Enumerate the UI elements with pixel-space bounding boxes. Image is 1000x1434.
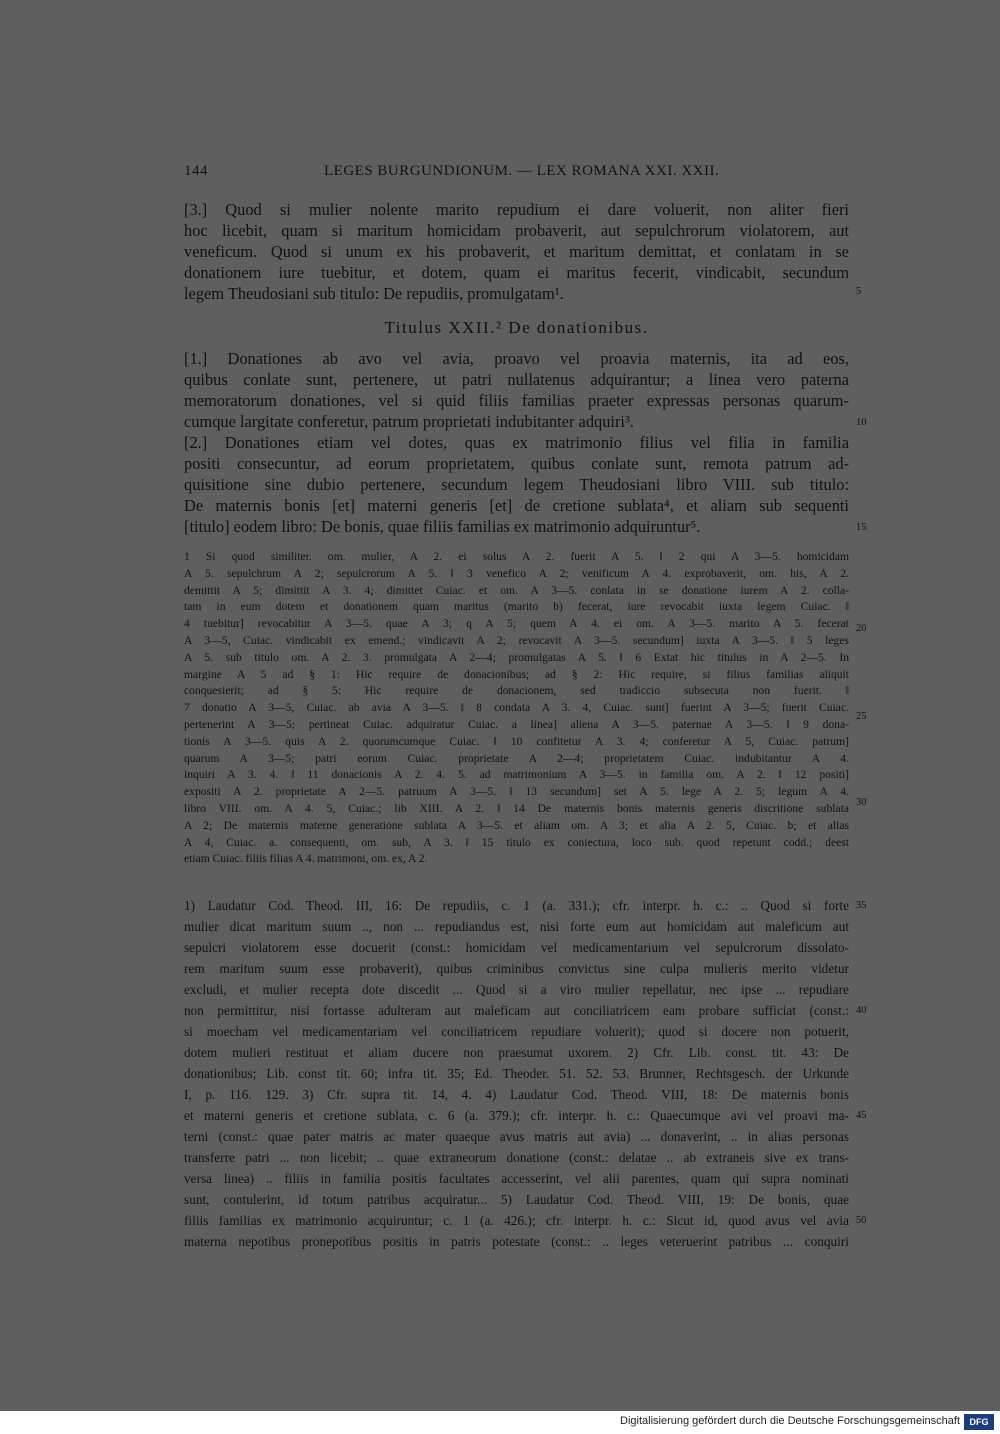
text-line: donationem iure tuebitur, et dotem, quam ei maritus fecerit, vindicabit, secundum [184,263,849,282]
page-number: 144 [184,163,208,179]
footnote-line: sunt, contulerint, id totum patribus acquiratur... 5) Laudatur Cod. Theod. VIII, 19: De bonis, quae [184,1192,849,1207]
line-number: 20 [856,623,867,634]
line-number: 50 [856,1215,867,1226]
footnote-line: et materni generis et cretione sublata, c. 6 (a. 379.); cfr. interpr. h. c.: Quaecumque avi vel proavi ma- [184,1108,849,1123]
apparatus-line: pertenerint A 3—5; pertineat Cuiac. adquiratur Cuiac. a linea] aliena A 3—5. paternae A 3—5. ‖ 9 dona- [184,717,849,731]
text-line: cumque largitate conferetur, patrum proprietati indubitanter adquiri³. [184,412,634,431]
line-number: 5 [856,286,862,297]
apparatus-line: etiam Cuiac. filiis filias A 4. matrimoni, om. ex, A 2. [184,852,428,866]
footnote-line: mulier dicat maritum suum .., non ... repudiandus est, nisi forte eum aut homicidam aut maleficum aut [184,919,849,934]
footnote-line: versa linea) .. filiis in familia positis facultates accesserint, vel alii parentes, quam qui supra nominati [184,1171,849,1186]
line-number: 30 [856,797,867,808]
text-line: positi consecuntur, ad eorum proprietatem, quibus conlate sunt, remota patrum ad- [184,454,849,473]
text-line: [titulo] eodem libro: De bonis, quae filiis familias ex matrimonio adquiruntur⁵. [184,517,701,536]
footnote-line: excludi, et mulier recepta dote discedit ... Quod si a viro mulier repellatur, nec ipse ... repudiare [184,982,849,997]
section-3-paragraph [184,199,849,304]
footer-bar [0,1411,1000,1434]
apparatus-line: 1 Si quod similiter. om. mulier, A 2. ei solus A 2. fuerit A 5. ‖ 2 qui A 3—5. homicidam [184,550,849,563]
footnote-line: non permittitur, nisi fortasse adulteram aut maleficam aut conciliatricem eam probare sufficiat (const.: [184,1003,849,1018]
text-line: [2.] Donationes etiam vel dotes, quas ex matrimonio filius vel filia in familia [184,433,849,452]
footnote-line: I, p. 116. 129. 3) Cfr. supra tit. 14, 4. 4) Laudatur Cod. Theod. VIII, 18: De maternis bonis [184,1087,849,1102]
dfg-logo: DFG [964,1414,994,1430]
apparatus-line: expositi A 2. proprietate A 2—5. patruum A 3—5. ‖ 13 secundum] set A 5. lege A 2. 5; legum A 4. [184,785,849,799]
apparatus-line: tam in eum dotem et donationem quam maritus (marito b) fecerat, iure revocabit iuxta legem Cuiac. ‖ [184,600,849,614]
text-line: quisitione sine dubio pertenere, secundum legem Theudosiani libro VIII. sub titulo: [184,475,849,494]
running-title: LEGES BURGUNDIONUM. — LEX ROMANA XXI. XXII. [324,163,720,179]
footnote-line: dotem mulieri restituat et aliam ducere non praesumat uxorem. 2) Cfr. Lib. const. tit. 43: De [184,1045,849,1060]
footnote-line: 1) Laudatur Cod. Theod. III, 16: De repudiis, c. 1 (a. 331.); cfr. interpr. h. c.: .. Quod si forte [184,898,849,913]
line-number: 10 [856,417,867,428]
footnote-line: materna nepotibus pronepotibus positis in patris potestate (const.: .. leges veteruerint patribus ... conquiri [184,1234,849,1249]
line-number: 40 [856,1005,867,1016]
line-number: 15 [856,522,867,533]
line-number: 25 [856,711,867,722]
apparatus-line: A 5. sub titulo om. A 2. 3. promulgata A 2—4; promulgatas A 5. ‖ 6 Extat hic titulus in A 2—5. In [184,650,849,664]
page-header [184,163,849,185]
text-line: [3.] Quod si mulier nolente marito repudium ei dare voluerit, non aliter fieri [184,200,849,219]
apparatus-line: quarum A 3—5; patri eorum Cuiac. proprietate A 2—4; proprietatem Cuiac. indubitantur A 4. [184,751,849,765]
footnote-line: terni (const.: quae pater matris ac mater quaeque avus matris aut avia) ... donaverint, .. in alias personas [184,1129,849,1144]
text-line: hoc licebit, quam si maritum homicidam probaverit, aut sepulchrorum violatorem, aut [184,221,849,240]
footnote-line: transferre patri ... non licebit; .. quae extraneorum donatione (const.: delatae .. ab extraneis sive ex trans- [184,1150,849,1165]
section-title: Titulus XXII.² De donationibus. [384,318,649,337]
footnote-line: filiis familias ex matrimonio acquiruntur; c. 1 (a. 426.); cfr. interpr. h. c.: Sicut id, quod avus vel avia [184,1213,849,1228]
footnote-line: rem maritum suum esse probaverit), quibus criminibus convictus sine culpa mulieris merito videtur [184,961,849,976]
apparatus-line: 4 tuebitur] revocabitur A 3—5. quae A 3; q A 5; quem A 4. ei om. A 3—5. marito A 5. fecerat [184,617,849,631]
apparatus-line: A 4, Cuiac. a. consequenti, om. sub, A 3. ‖ 15 titulo ex coniectura, loco sub. quod repetunt codd.; deest [184,835,849,849]
apparatus-line: A 3—5, Cuiac. vindicabit ex emend.; vindicavit A 2; revocavit A 3—5. secundum] iuxta A 3—5. ‖ 5 leges [184,633,849,647]
funding-notice: Digitalisierung gefördert durch die Deutsche Forschungsgemeinschaft [620,1415,960,1427]
text-line: quibus conlate sunt, pertenere, ut patri nullatenus adquirantur; a linea vero paterna [184,370,849,389]
text-line: veneficum. Quod si unum ex his probaverit, et maritum demittat, et conlatam in se [184,242,849,261]
text-line: memoratorum donationes, vel si quid filiis familias praeter expressas personas quarum- [184,391,849,410]
section-2-paragraph [184,432,849,537]
apparatus-line: libro VIII. om. A 4. 5, Cuiac.; lib XIII. A 2. ‖ 14 De maternis bonis maternis generis discritione sublata [184,801,849,815]
footnotes [184,895,849,1252]
text-line: De maternis bonis [et] materni generis [et] de cretione sublata⁴, et aliam sub sequenti [184,496,849,515]
apparatus-line: margine A 5 ad § 1: Hic require de donacionibus; ad § 2: Hic require, si filius familias aliquit [184,667,849,681]
apparatus-line: demittit A 5; dimittit A 3. 4; dimittet Cuiac. et om. A 3—5. conlata in se donatione iurem A 2. colla- [184,583,849,597]
section-1-paragraph [184,348,849,432]
apparatus-line: conquesierit; ad § 5: Hic require de donacionem, sed tradiccio subsecuta non fuerit. ‖ [184,684,849,698]
footnote-line: sepulcri violatorem esse docuerit (const.: homicidam vel medicamentarium vel sepulcrorum dissolato- [184,940,849,955]
apparatus-line: 7 donatio A 3—5, Cuiac. ab avia A 3—5. ‖ 8 condata A 3. 4, Cuiac. sunt] fuerint A 3—5; fuerit Cuiac. [184,701,849,715]
footnote-line: si moecham vel medicamentariam vel conciliatricem repudiare voluerit); quod si docere non potuerit, [184,1024,849,1039]
text-line: legem Theudosiani sub titulo: De repudiis, promulgatam¹. [184,284,564,303]
apparatus-line: A 5. sepulchrum A 2; sepulcrorum A 5. ‖ 3 venefico A 2; venificum A 4. exprobaverit, om. his, A 2. [184,566,849,580]
line-number: 45 [856,1110,867,1121]
text-line: [1.] Donationes ab avo vel avia, proavo vel proavia maternis, ita ad eos, [184,349,849,368]
critical-apparatus [184,549,849,868]
line-number: 35 [856,900,867,911]
apparatus-line: A 2; De maternis materne generatione sublata A 3—5. et aliam om. A 3; et alia A 2. 5, Cuiac. b; et alias [184,818,849,832]
footnote-line: donationibus; Lib. const tit. 60; infra tit. 35; Ed. Theoder. 51. 52. 53. Brunner, Rechtsgesch. der Urkunde [184,1066,849,1081]
apparatus-line: tionis A 3—5. quis A 2. quorumcumque Cuiac. ‖ 10 confitetur A 3. 4; conferetur A 5, Cuiac. patrum] [184,734,849,748]
apparatus-line: inquiri A 3. 4. ‖ 11 donacionis A 2. 4. 5. ad matrimonium A 3—5. in familia om. A 2. ‖ 12 positi] [184,768,849,782]
